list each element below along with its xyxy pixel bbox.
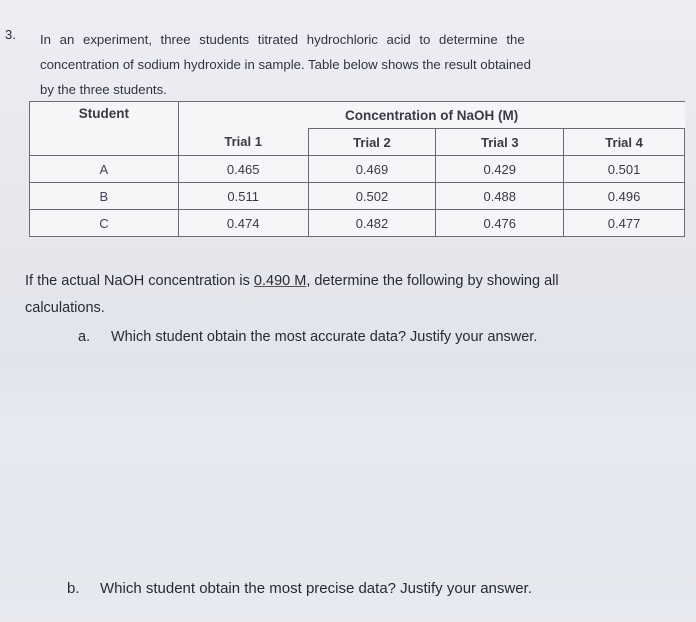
value-cell: 0.496 [564, 183, 685, 210]
value-cell: 0.488 [436, 183, 564, 210]
question-intro [40, 27, 680, 102]
student-cell: C [30, 210, 179, 237]
answer-space [0, 360, 696, 560]
value-cell: 0.429 [436, 156, 564, 183]
student-column-header: Student [30, 102, 179, 156]
part-a-question [78, 329, 537, 345]
table-row [30, 156, 685, 183]
student-cell: B [30, 183, 179, 210]
intro-line-2: concentration of sodium hydroxide in sample. Table below shows the result obtained [40, 57, 531, 72]
value-cell: 0.474 [178, 210, 308, 237]
value-cell: 0.501 [564, 156, 685, 183]
intro-line-1: In an experiment, three students titrated hydrochloric acid to determine the [40, 32, 525, 47]
intro-line-3: by the three students. [40, 82, 167, 97]
value-cell: 0.502 [308, 183, 436, 210]
actual-text-line-2: calculations. [25, 300, 105, 316]
results-table [29, 101, 685, 237]
value-cell: 0.476 [436, 210, 564, 237]
table-row [30, 210, 685, 237]
value-cell: 0.465 [178, 156, 308, 183]
actual-text-post: , determine the following by showing all [306, 273, 559, 289]
part-b-label: b. [67, 580, 80, 597]
trial-2-header: Trial 2 [308, 129, 436, 156]
part-a-text: Which student obtain the most accurate data? Justify your answer. [111, 329, 538, 345]
trial-3-header: Trial 3 [436, 129, 564, 156]
value-cell: 0.477 [564, 210, 685, 237]
value-cell: 0.482 [308, 210, 436, 237]
value-cell: 0.511 [178, 183, 308, 210]
table-row [30, 183, 685, 210]
student-cell: A [30, 156, 179, 183]
actual-concentration-statement [25, 268, 690, 322]
part-b-question [67, 580, 532, 597]
question-number: 3. [5, 27, 16, 42]
actual-text-pre: If the actual NaOH concentration is [25, 273, 254, 289]
part-a-label: a. [78, 329, 91, 345]
actual-value: 0.490 M [253, 273, 307, 289]
value-cell: 0.469 [308, 156, 436, 183]
trial-4-header: Trial 4 [564, 129, 685, 156]
concentration-group-header: Concentration of NaOH (M) [178, 102, 684, 129]
part-b-text: Which student obtain the most precise data? Justify your answer. [100, 580, 532, 597]
trial-1-header: Trial 1 [178, 129, 308, 156]
table-header-row [30, 102, 685, 129]
